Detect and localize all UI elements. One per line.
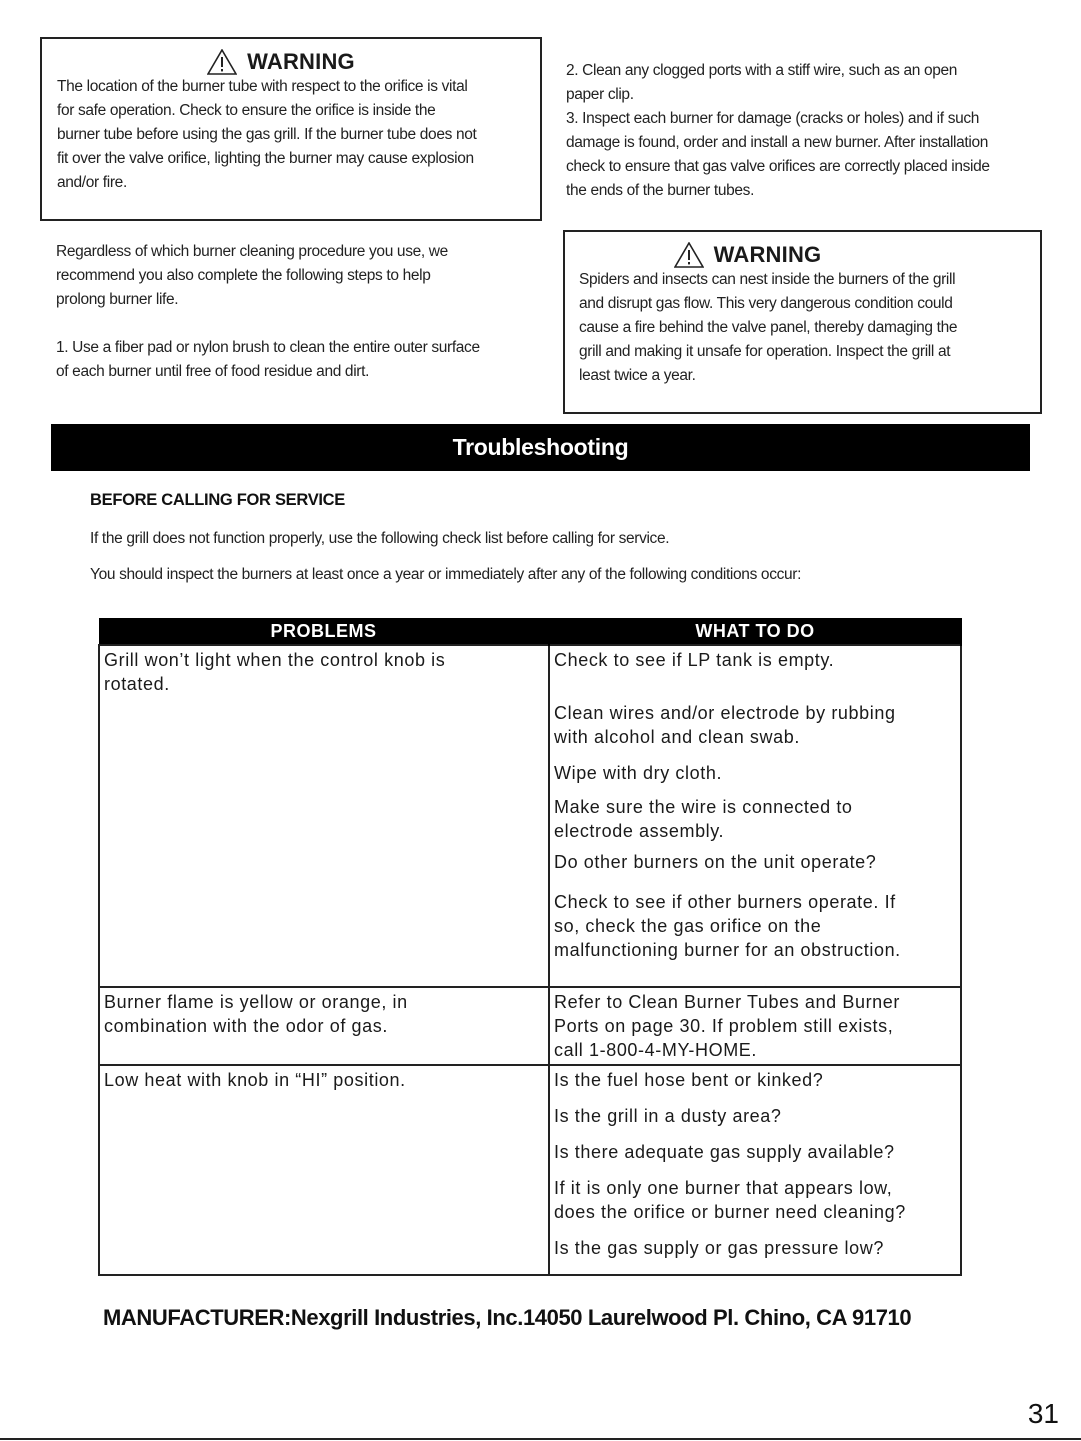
warning-text: Spiders and insects can nest inside the burners of the grill and disrupt gas flow. This very dangerous condition could cause a fire behind the valve panel, thereby damaging the grill and making it unsafe for operation. Inspect the grill at least twice a year. (579, 271, 958, 384)
warning-heading: WARNING (455, 242, 1040, 268)
burner-life-instructions: Regardless of which burner cleaning procedure you use, we recommend you also complete the following steps to help prolong burner life. 1. Use a fiber pad or nylon brush to clean the entire outer surface of each burner until free of food residue and dirt. (56, 243, 480, 380)
action-cell: Refer to Clean Burner Tubes and Burner Ports on page 30. If problem still exists, call 1-800-4-MY-HOME. (549, 987, 961, 1065)
cleaning-steps-2-3: 2. Clean any clogged ports with a stiff wire, such as an open paper clip. 3. Inspect each burner for damage (cracks or holes) and if such damage is found, order and install a new burner. After installation check to ensure that gas valve orifices are correctly placed inside the ends of the burner tubes. (566, 62, 990, 199)
intro-line-checklist: If the grill does not function properly, use the following check list before calling for service. (90, 530, 670, 547)
action-cell: Check to see if LP tank is empty. Clean wires and/or electrode by rubbing with alcohol and clean swab. Wipe with dry cloth. Make sure the wire is connected to electrode assembly. Do other burners on the unit operate? Check to see if other burners operate. If so, check the gas orifice on the malfunctioning burner for an obstruction. (549, 645, 961, 987)
problem-cell: Burner flame is yellow or orange, in combination with the odor of gas. (99, 987, 549, 1065)
troubleshooting-table (98, 618, 962, 1276)
table-row (99, 645, 961, 987)
section-subheading: BEFORE CALLING FOR SERVICE (90, 491, 345, 509)
problem-cell: Low heat with knob in “HI” position. (99, 1065, 549, 1275)
warning-text: The location of the burner tube with respect to the orifice is vital for safe operation. Check to ensure the orifice is inside the burner tube before using the gas grill. If the burner tube does not fit over the valve orifice, lighting the burner may cause explosion and/or fire. (57, 78, 477, 191)
action-cell: Is the fuel hose bent or kinked? Is the grill in a dusty area? Is there adequate gas supply available? If it is only one burner that appears low, does the orifice or burner need cleaning? Is the gas supply or gas pressure low? (549, 1065, 961, 1275)
section-title-banner: Troubleshooting (51, 424, 1030, 471)
table-header-row (99, 618, 961, 645)
intro-line-inspect: You should inspect the burners at least once a year or immediately after any of the following conditions occur: (90, 566, 802, 583)
bottom-rule (0, 1438, 1081, 1440)
table-row (99, 987, 961, 1065)
problem-cell: Grill won’t light when the control knob is rotated. (99, 645, 549, 987)
column-header-problems: PROBLEMS (99, 618, 549, 645)
page-number: 31 (1027, 1398, 1059, 1429)
table-row (99, 1065, 961, 1275)
manufacturer-footer: MANUFACTURER:Nexgrill Industries, Inc.14050 Laurelwood Pl. Chino, CA 91710 (103, 1305, 912, 1330)
warning-box-spiders (563, 230, 1042, 414)
column-header-what-to-do: WHAT TO DO (549, 618, 961, 645)
warning-heading: WARNING (22, 49, 540, 75)
warning-box-burner-tube (40, 37, 542, 221)
warning-triangle-icon (207, 49, 237, 75)
warning-triangle-icon (674, 242, 704, 268)
